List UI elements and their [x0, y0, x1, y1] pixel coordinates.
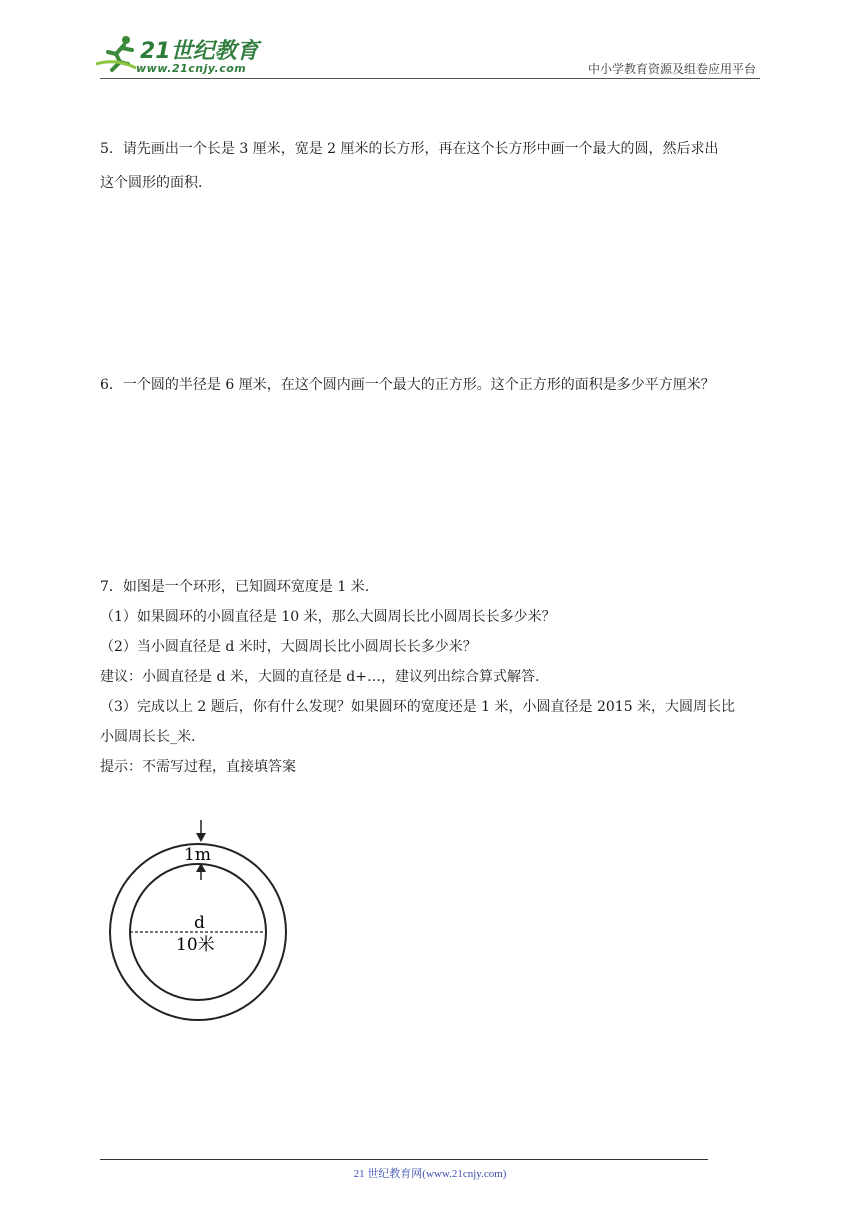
question-7: [100, 572, 764, 782]
q7-line1: 7．如图是一个环形，已知圆环宽度是 1 米.: [100, 579, 370, 595]
d-label: d: [194, 913, 205, 933]
footer-divider: [100, 1159, 708, 1160]
q5-line2: 这个圆形的面积.: [100, 175, 203, 191]
logo: [96, 34, 266, 78]
question-5: [100, 134, 764, 198]
q5-line1: 5．请先画出一个长是 3 厘米，宽是 2 厘米的长方形，再在这个长方形中画一个最大的圆，然后求出: [100, 141, 719, 157]
top-arrowhead: [196, 833, 206, 842]
q7-line2: （1）如果圆环的小圆直径是 10 米，那么大圆周长比小圆周长长多少米？: [100, 609, 556, 625]
q6-line1: 6．一个圆的半径是 6 厘米，在这个圆内画一个最大的正方形。这个正方形的面积是多少平方厘米？: [100, 377, 715, 393]
q7-line7: 提示：不需写过程，直接填答案: [100, 759, 296, 775]
footer-text: 21 世纪教育网(www.21cnjy.com): [353, 1168, 507, 1180]
logo-text: 21世纪教育: [140, 39, 259, 64]
q7-line5: （3）完成以上 2 题后，你有什么发现？如果圆环的宽度还是 1 米，小圆直径是 2015 米，大圆周长比: [100, 699, 736, 715]
page-header: [0, 0, 860, 84]
question-6: [100, 370, 764, 400]
diameter-label: 10米: [176, 935, 215, 955]
q7-line3: （2）当小圆直径是 d 米时，大圆周长比小圆周长长多少米？: [100, 639, 477, 655]
logo-url: www.21cnjy.com: [136, 62, 247, 75]
width-label: 1m: [184, 845, 211, 865]
header-divider: [100, 78, 760, 79]
ring-diagram: [104, 818, 294, 1028]
ring-figure: [104, 818, 294, 1028]
q7-line6: 小圆周长长_米.: [100, 729, 196, 745]
platform-name: 中小学教育资源及组卷应用平台: [587, 62, 756, 76]
q7-line4: 建议：小圆直径是 d 米，大圆的直径是 d+…，建议列出综合算式解答.: [100, 669, 540, 685]
